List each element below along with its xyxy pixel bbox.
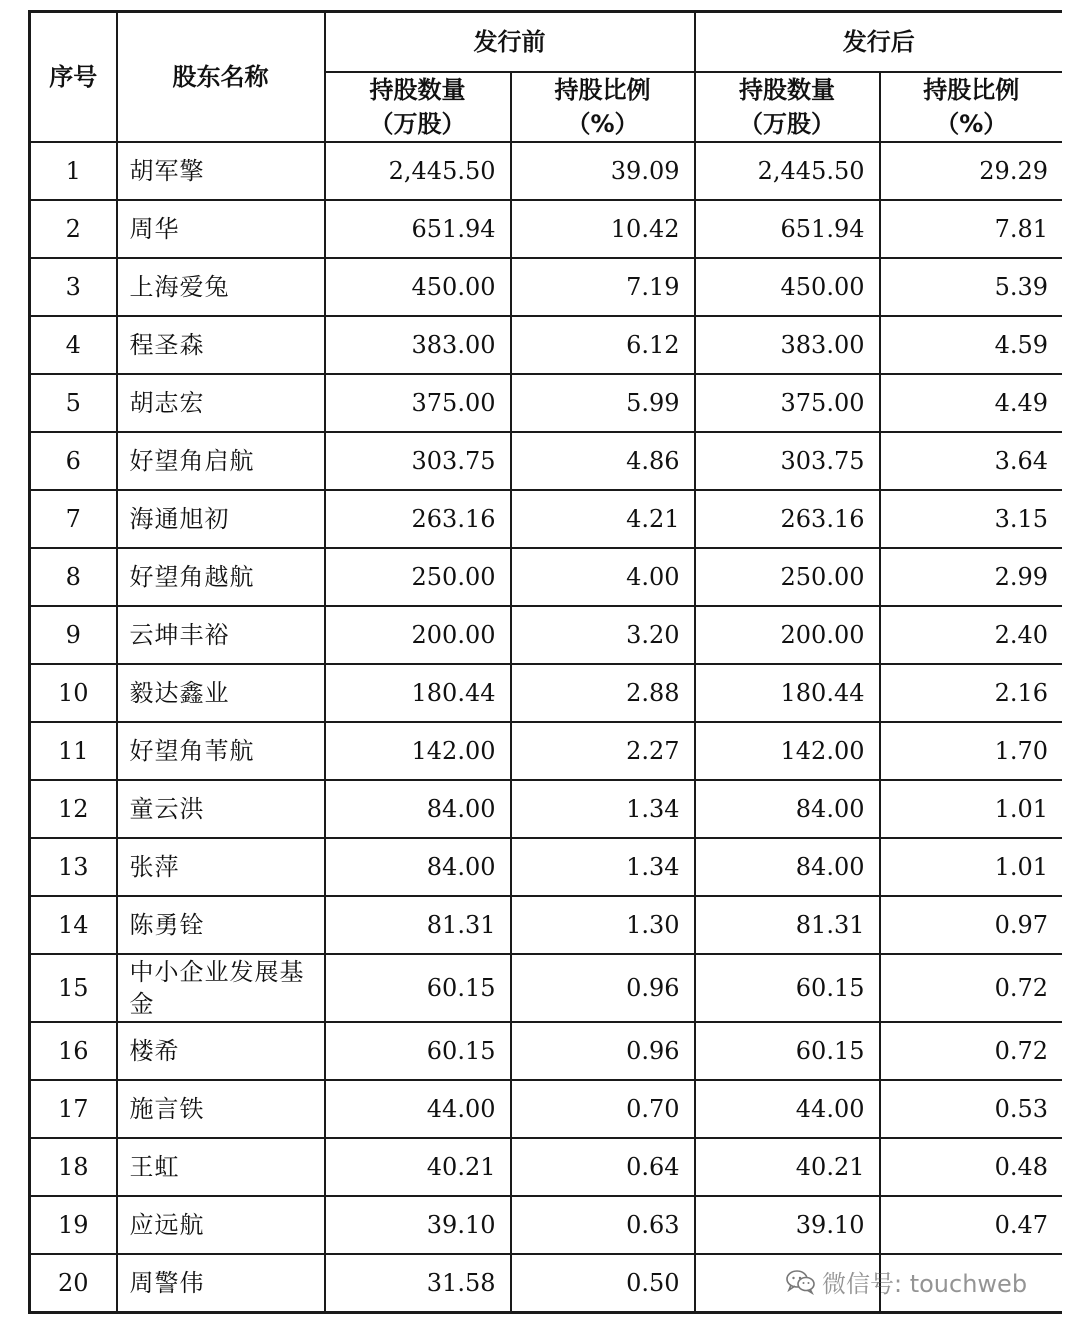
cell-after-percent: 1.01 (880, 838, 1063, 896)
cell-before-percent: 1.30 (511, 896, 695, 954)
cell-before-quantity: 450.00 (325, 258, 511, 316)
cell-after-quantity: 651.94 (695, 200, 880, 258)
cell-shareholder-name: 周警伟 (117, 1254, 325, 1313)
cell-after-percent: 3.64 (880, 432, 1063, 490)
cell-before-quantity: 31.58 (325, 1254, 511, 1313)
cell-after-quantity: 450.00 (695, 258, 880, 316)
cell-before-percent: 0.70 (511, 1080, 695, 1138)
cell-before-quantity: 44.00 (325, 1080, 511, 1138)
cell-after-quantity: 250.00 (695, 548, 880, 606)
cell-before-quantity: 303.75 (325, 432, 511, 490)
cell-index: 3 (30, 258, 117, 316)
table-row (30, 374, 1063, 432)
cell-after-quantity: 303.75 (695, 432, 880, 490)
table-row (30, 1022, 1063, 1080)
cell-after-quantity: 180.44 (695, 664, 880, 722)
cell-shareholder-name: 周华 (117, 200, 325, 258)
cell-shareholder-name: 海通旭初 (117, 490, 325, 548)
table-row (30, 1138, 1063, 1196)
table-row (30, 664, 1063, 722)
cell-before-quantity: 200.00 (325, 606, 511, 664)
cell-after-quantity: 142.00 (695, 722, 880, 780)
cell-index: 6 (30, 432, 117, 490)
cell-shareholder-name: 童云洪 (117, 780, 325, 838)
cell-shareholder-name: 陈勇铨 (117, 896, 325, 954)
cell-before-quantity: 250.00 (325, 548, 511, 606)
table-row (30, 838, 1063, 896)
header-index: 序号 (30, 12, 117, 143)
cell-before-quantity: 263.16 (325, 490, 511, 548)
cell-index: 7 (30, 490, 117, 548)
cell-after-percent: 1.70 (880, 722, 1063, 780)
header-shareholder-name: 股东名称 (117, 12, 325, 143)
table-row (30, 1254, 1063, 1313)
table-row (30, 490, 1063, 548)
table-row (30, 722, 1063, 780)
cell-index: 2 (30, 200, 117, 258)
cell-before-quantity: 60.15 (325, 954, 511, 1022)
table-row (30, 142, 1063, 200)
cell-before-percent: 0.96 (511, 954, 695, 1022)
cell-shareholder-name: 胡志宏 (117, 374, 325, 432)
cell-after-percent: 1.01 (880, 780, 1063, 838)
cell-before-percent: 3.20 (511, 606, 695, 664)
cell-before-quantity: 180.44 (325, 664, 511, 722)
cell-before-percent: 4.00 (511, 548, 695, 606)
cell-after-percent: 3.15 (880, 490, 1063, 548)
cell-after-percent: 0.72 (880, 1022, 1063, 1080)
cell-index: 19 (30, 1196, 117, 1254)
cell-after-quantity: 81.31 (695, 896, 880, 954)
cell-before-quantity: 383.00 (325, 316, 511, 374)
watermark-text: 微信号: touchweb (822, 1270, 1028, 1298)
table-row (30, 200, 1063, 258)
cell-after-percent: 29.29 (880, 142, 1063, 200)
cell-after-quantity: 84.00 (695, 838, 880, 896)
cell-before-percent: 10.42 (511, 200, 695, 258)
cell-after-percent: 0.72 (880, 954, 1063, 1022)
cell-index: 12 (30, 780, 117, 838)
shareholder-table-container (28, 10, 1062, 1330)
shareholder-table (28, 10, 1062, 1314)
header-before-issuance: 发行前 (325, 12, 695, 73)
header-before-quantity-unit: （万股） (369, 110, 466, 138)
cell-shareholder-name: 好望角苇航 (117, 722, 325, 780)
cell-before-percent: 4.86 (511, 432, 695, 490)
cell-index: 4 (30, 316, 117, 374)
cell-index: 16 (30, 1022, 117, 1080)
header-row-top (30, 12, 1063, 73)
cell-shareholder-name: 毅达鑫业 (117, 664, 325, 722)
cell-after-percent: 4.59 (880, 316, 1063, 374)
cell-index: 5 (30, 374, 117, 432)
cell-before-percent: 39.09 (511, 142, 695, 200)
cell-after-quantity: 60.15 (695, 1022, 880, 1080)
cell-shareholder-name: 上海爱兔 (117, 258, 325, 316)
header-before-percent-unit: （%） (566, 110, 639, 138)
header-before-percent-label: 持股比例 (554, 76, 651, 104)
table-row (30, 432, 1063, 490)
cell-before-percent: 7.19 (511, 258, 695, 316)
cell-shareholder-name: 施言铁 (117, 1080, 325, 1138)
table-row (30, 896, 1063, 954)
cell-shareholder-name: 云坤丰裕 (117, 606, 325, 664)
cell-index: 15 (30, 954, 117, 1022)
cell-after-percent: 0.53 (880, 1080, 1063, 1138)
cell-index: 13 (30, 838, 117, 896)
cell-after-quantity: 200.00 (695, 606, 880, 664)
header-after-quantity-unit: （万股） (739, 110, 835, 138)
cell-index: 9 (30, 606, 117, 664)
cell-before-percent: 5.99 (511, 374, 695, 432)
cell-before-quantity: 60.15 (325, 1022, 511, 1080)
table-row (30, 1196, 1063, 1254)
cell-after-percent: 7.81 (880, 200, 1063, 258)
table-row (30, 780, 1063, 838)
cell-after-percent: 2.16 (880, 664, 1063, 722)
table-row (30, 258, 1063, 316)
table-row (30, 954, 1063, 1022)
cell-after-percent: 2.99 (880, 548, 1063, 606)
cell-after-quantity: 263.16 (695, 490, 880, 548)
cell-before-quantity: 375.00 (325, 374, 511, 432)
table-row (30, 1080, 1063, 1138)
cell-shareholder-name: 楼希 (117, 1022, 325, 1080)
header-after-issuance: 发行后 (695, 12, 1063, 73)
cell-after-quantity (695, 1254, 880, 1313)
cell-after-percent: 2.40 (880, 606, 1063, 664)
cell-before-quantity: 651.94 (325, 200, 511, 258)
cell-before-percent: 0.96 (511, 1022, 695, 1080)
cell-index: 10 (30, 664, 117, 722)
cell-after-percent: 0.47 (880, 1196, 1063, 1254)
header-after-percent-label: 持股比例 (923, 76, 1020, 104)
cell-after-percent: 0.48 (880, 1138, 1063, 1196)
header-before-quantity-label: 持股数量 (369, 76, 466, 104)
cell-before-quantity: 39.10 (325, 1196, 511, 1254)
cell-index: 14 (30, 896, 117, 954)
cell-shareholder-name: 程圣森 (117, 316, 325, 374)
cell-before-quantity: 142.00 (325, 722, 511, 780)
cell-after-quantity: 2,445.50 (695, 142, 880, 200)
cell-index: 8 (30, 548, 117, 606)
cell-before-percent: 0.64 (511, 1138, 695, 1196)
cell-before-percent: 6.12 (511, 316, 695, 374)
cell-shareholder-name: 胡军擎 (117, 142, 325, 200)
header-after-quantity-label: 持股数量 (739, 76, 835, 104)
cell-after-percent (880, 1254, 1063, 1313)
cell-after-percent: 4.49 (880, 374, 1063, 432)
header-after-percent (880, 72, 1063, 142)
cell-before-quantity: 2,445.50 (325, 142, 511, 200)
cell-index: 17 (30, 1080, 117, 1138)
header-before-percent (511, 72, 695, 142)
cell-before-percent: 2.27 (511, 722, 695, 780)
cell-before-quantity: 40.21 (325, 1138, 511, 1196)
cell-shareholder-name: 好望角启航 (117, 432, 325, 490)
cell-after-quantity: 40.21 (695, 1138, 880, 1196)
cell-shareholder-name: 张萍 (117, 838, 325, 896)
cell-after-percent: 5.39 (880, 258, 1063, 316)
header-after-quantity (695, 72, 880, 142)
cell-before-quantity: 84.00 (325, 780, 511, 838)
cell-after-quantity: 383.00 (695, 316, 880, 374)
cell-shareholder-name: 中小企业发展基金 (117, 954, 325, 1022)
cell-after-quantity: 39.10 (695, 1196, 880, 1254)
cell-index: 18 (30, 1138, 117, 1196)
cell-shareholder-name: 应远航 (117, 1196, 325, 1254)
cell-after-quantity: 375.00 (695, 374, 880, 432)
header-before-quantity (325, 72, 511, 142)
cell-before-percent: 0.50 (511, 1254, 695, 1313)
cell-before-percent: 2.88 (511, 664, 695, 722)
cell-after-quantity: 60.15 (695, 954, 880, 1022)
cell-before-quantity: 81.31 (325, 896, 511, 954)
cell-after-percent: 0.97 (880, 896, 1063, 954)
cell-after-quantity: 44.00 (695, 1080, 880, 1138)
cell-shareholder-name: 好望角越航 (117, 548, 325, 606)
cell-before-quantity: 84.00 (325, 838, 511, 896)
header-after-percent-unit: （%） (935, 110, 1008, 138)
cell-index: 20 (30, 1254, 117, 1313)
cell-before-percent: 4.21 (511, 490, 695, 548)
cell-shareholder-name: 王虹 (117, 1138, 325, 1196)
cell-before-percent: 1.34 (511, 838, 695, 896)
table-row (30, 606, 1063, 664)
cell-index: 1 (30, 142, 117, 200)
cell-before-percent: 1.34 (511, 780, 695, 838)
cell-before-percent: 0.63 (511, 1196, 695, 1254)
table-row (30, 548, 1063, 606)
table-row (30, 316, 1063, 374)
cell-index: 11 (30, 722, 117, 780)
cell-after-quantity: 84.00 (695, 780, 880, 838)
